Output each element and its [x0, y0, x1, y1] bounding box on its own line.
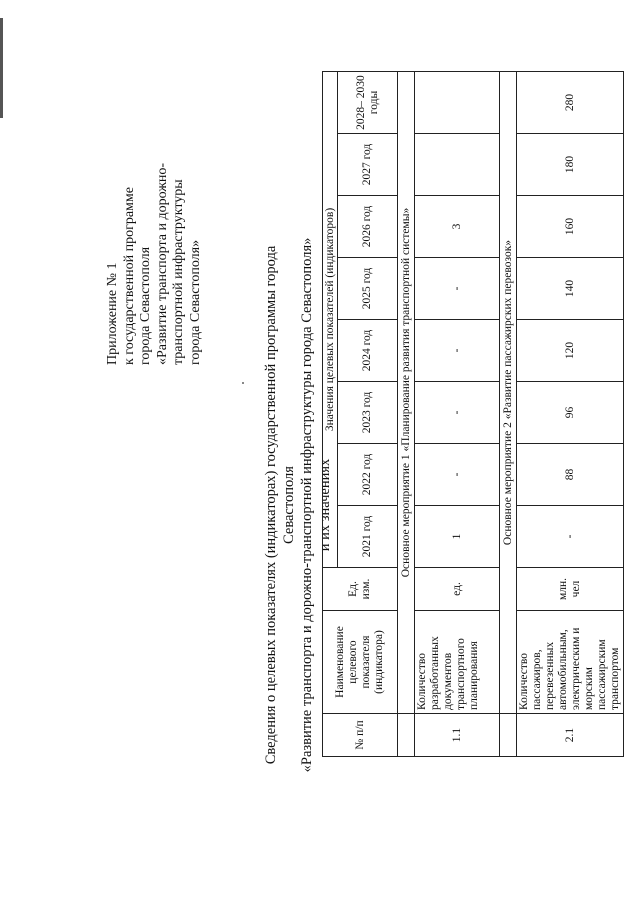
row-num: 2.1 [517, 714, 624, 757]
header-unit: Ед. изм. [323, 568, 398, 611]
row-value: 180 [517, 134, 624, 196]
indicators-table [322, 71, 624, 757]
appendix-line: города Севастополя» [187, 239, 203, 365]
row-value: 280 [517, 72, 624, 134]
header-year: 2024 год [338, 320, 398, 382]
section-spacer [398, 714, 415, 757]
header-values-group: Значения целевых показателей (индикаторов) [323, 72, 338, 568]
header-name: Наименование целевого показателя (индикатора) [323, 611, 398, 714]
row-unit: млн. чел [517, 568, 624, 611]
appendix-line: к государственной программе [121, 187, 137, 365]
row-value: - [415, 382, 500, 444]
row-value: 140 [517, 258, 624, 320]
header-year: 2022 год [338, 444, 398, 506]
section-title: Основное мероприятие 1 «Планирование развития транспортной системы» [398, 72, 415, 714]
row-value [415, 134, 500, 196]
row-value: 120 [517, 320, 624, 382]
appendix-block [105, 20, 204, 365]
header-year: 2021 год [338, 506, 398, 568]
row-value: 3 [415, 196, 500, 258]
row-unit: ед. [415, 568, 500, 611]
header-year: 2023 год [338, 382, 398, 444]
header-year: 2025 год [338, 258, 398, 320]
header-num: № п/п [323, 714, 398, 757]
section-title: Основное мероприятие 2 «Развитие пассажирских перевозок» [500, 72, 517, 714]
row-value: - [415, 258, 500, 320]
heading-line: и их значениях [317, 458, 333, 552]
row-value [415, 72, 500, 134]
appendix-line: «Развитие транспорта и дорожно- [154, 162, 170, 365]
row-value: 1 [415, 506, 500, 568]
row-value: - [415, 320, 500, 382]
row-name: Количество пассажиров, перевезенных автомобильным, электрическим и морским пассажирским транспортом [517, 611, 624, 714]
row-value: 88 [517, 444, 624, 506]
appendix-line: транспортной инфраструктуры [171, 179, 186, 365]
row-value: 160 [517, 196, 624, 258]
row-num: 1.1 [415, 714, 500, 757]
heading-line: «Развитие транспорта и дорожно-транспортной инфраструктуры города Севастополя» [299, 237, 315, 773]
heading-line: Сведения о целевых показателях (индикаторах) государственной программы города Севастополя [263, 245, 297, 765]
row-value: 96 [517, 382, 624, 444]
appendix-line: города Севастополя [138, 246, 153, 365]
appendix-line: Приложение № 1 [105, 262, 120, 365]
row-value: - [517, 506, 624, 568]
header-year: 2028– 2030 годы [338, 72, 398, 134]
row-value: - [415, 444, 500, 506]
header-year: 2027 год [338, 134, 398, 196]
header-year: 2026 год [338, 196, 398, 258]
section-spacer [500, 714, 517, 757]
row-name: Количество разработанных документов транспортного планирования [415, 611, 500, 714]
